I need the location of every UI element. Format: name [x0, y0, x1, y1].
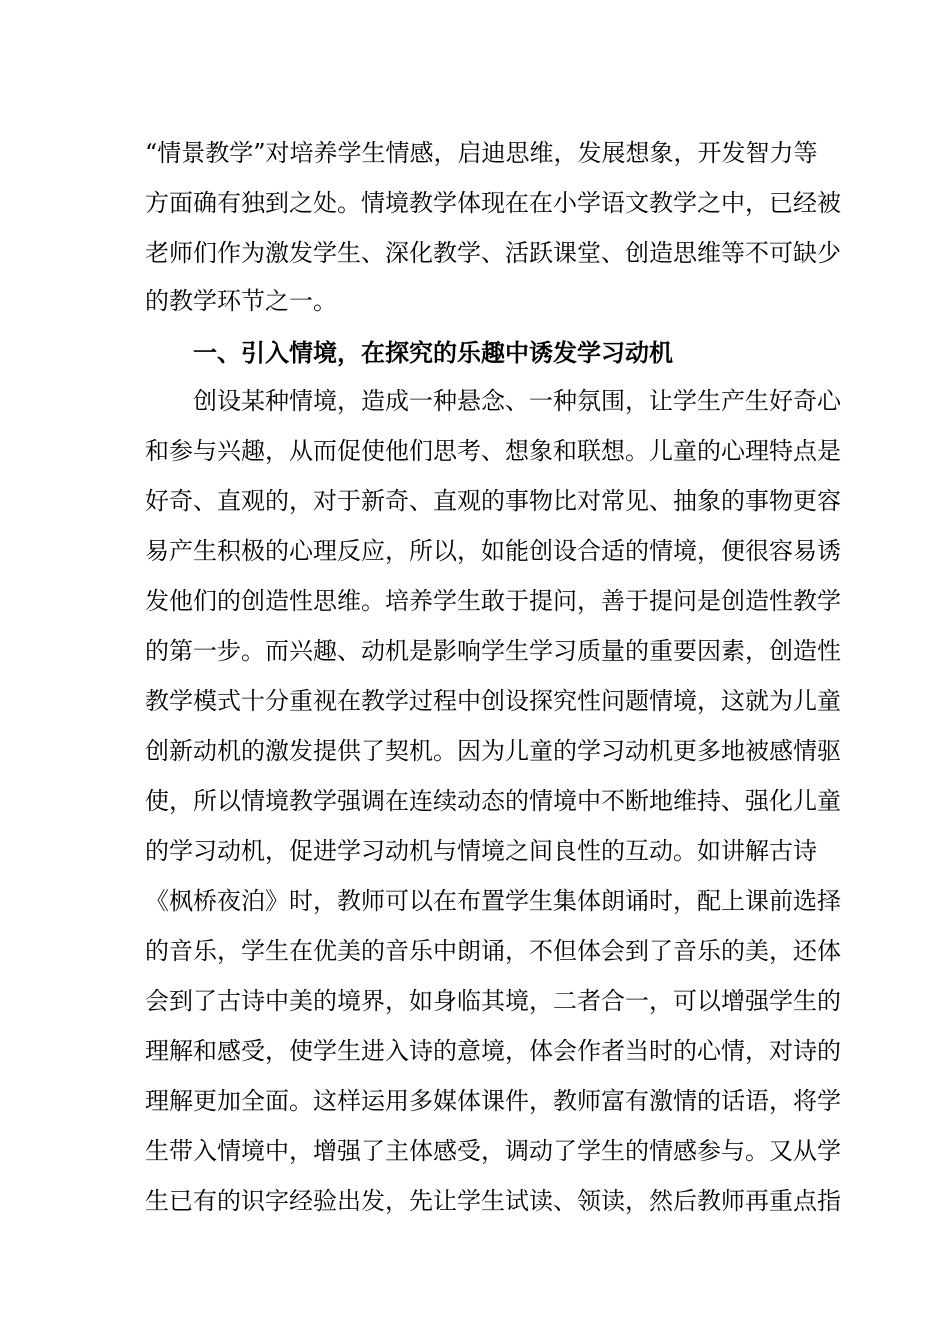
body-line-16: 生带入情境中，增强了主体感受，调动了学生的情感参与。又从学 [145, 1137, 841, 1165]
body-line-10: 的学习动机，促进学习动机与情境之间良性的互动。如讲解古诗 [145, 837, 817, 865]
body-line-11: 《枫桥夜泊》时，教师可以在布置学生集体朗诵时，配上课前选择 [145, 887, 841, 915]
body-line-6: 的第一步。而兴趣、动机是影响学生学习质量的重要因素，创造性 [145, 637, 841, 665]
body-line-17: 生已有的识字经验出发，先让学生试读、领读，然后教师再重点指 [145, 1187, 841, 1215]
body-line-14: 理解和感受，使学生进入诗的意境，体会作者当时的心情，对诗的 [145, 1037, 841, 1065]
body-line-4: 易产生积极的心理反应，所以，如能创设合适的情境，便很容易诱 [145, 537, 841, 565]
section-heading: 一、引入情境，在探究的乐趣中诱发学习动机 [193, 338, 673, 367]
body-line-7: 教学模式十分重视在教学过程中创设探究性问题情境，这就为儿童 [145, 687, 841, 715]
body-line-15: 理解更加全面。这样运用多媒体课件，教师富有激情的话语，将学 [145, 1087, 841, 1115]
body-line-12: 的音乐，学生在优美的音乐中朗诵，不但体会到了音乐的美，还体 [145, 937, 841, 965]
body-line-3: 好奇、直观的，对于新奇、直观的事物比对常见、抽象的事物更容 [145, 487, 841, 515]
body-line-2: 和参与兴趣，从而促使他们思考、想象和联想。儿童的心理特点是 [145, 437, 841, 465]
body-line-1: 创设某种情境，造成一种悬念、一种氛围，让学生产生好奇心 [193, 387, 841, 415]
body-line-8: 创新动机的激发提供了契机。因为儿童的学习动机更多地被感情驱 [145, 737, 841, 765]
intro-line-4: 的教学环节之一。 [145, 287, 337, 315]
intro-line-2: 方面确有独到之处。情境教学体现在在小学语文教学之中，已经被 [145, 189, 841, 217]
body-line-5: 发他们的创造性思维。培养学生敢于提问，善于提问是创造性教学 [145, 587, 841, 615]
intro-line-3: 老师们作为激发学生、深化教学、活跃课堂、创造思维等不可缺少 [145, 239, 841, 267]
body-line-9: 使，所以情境教学强调在连续动态的情境中不断地维持、强化儿童 [145, 787, 841, 815]
intro-line-1: “情景教学”对培养学生情感，启迪思维，发展想象，开发智力等 [145, 139, 818, 167]
body-line-13: 会到了古诗中美的境界，如身临其境，二者合一，可以增强学生的 [145, 987, 841, 1015]
